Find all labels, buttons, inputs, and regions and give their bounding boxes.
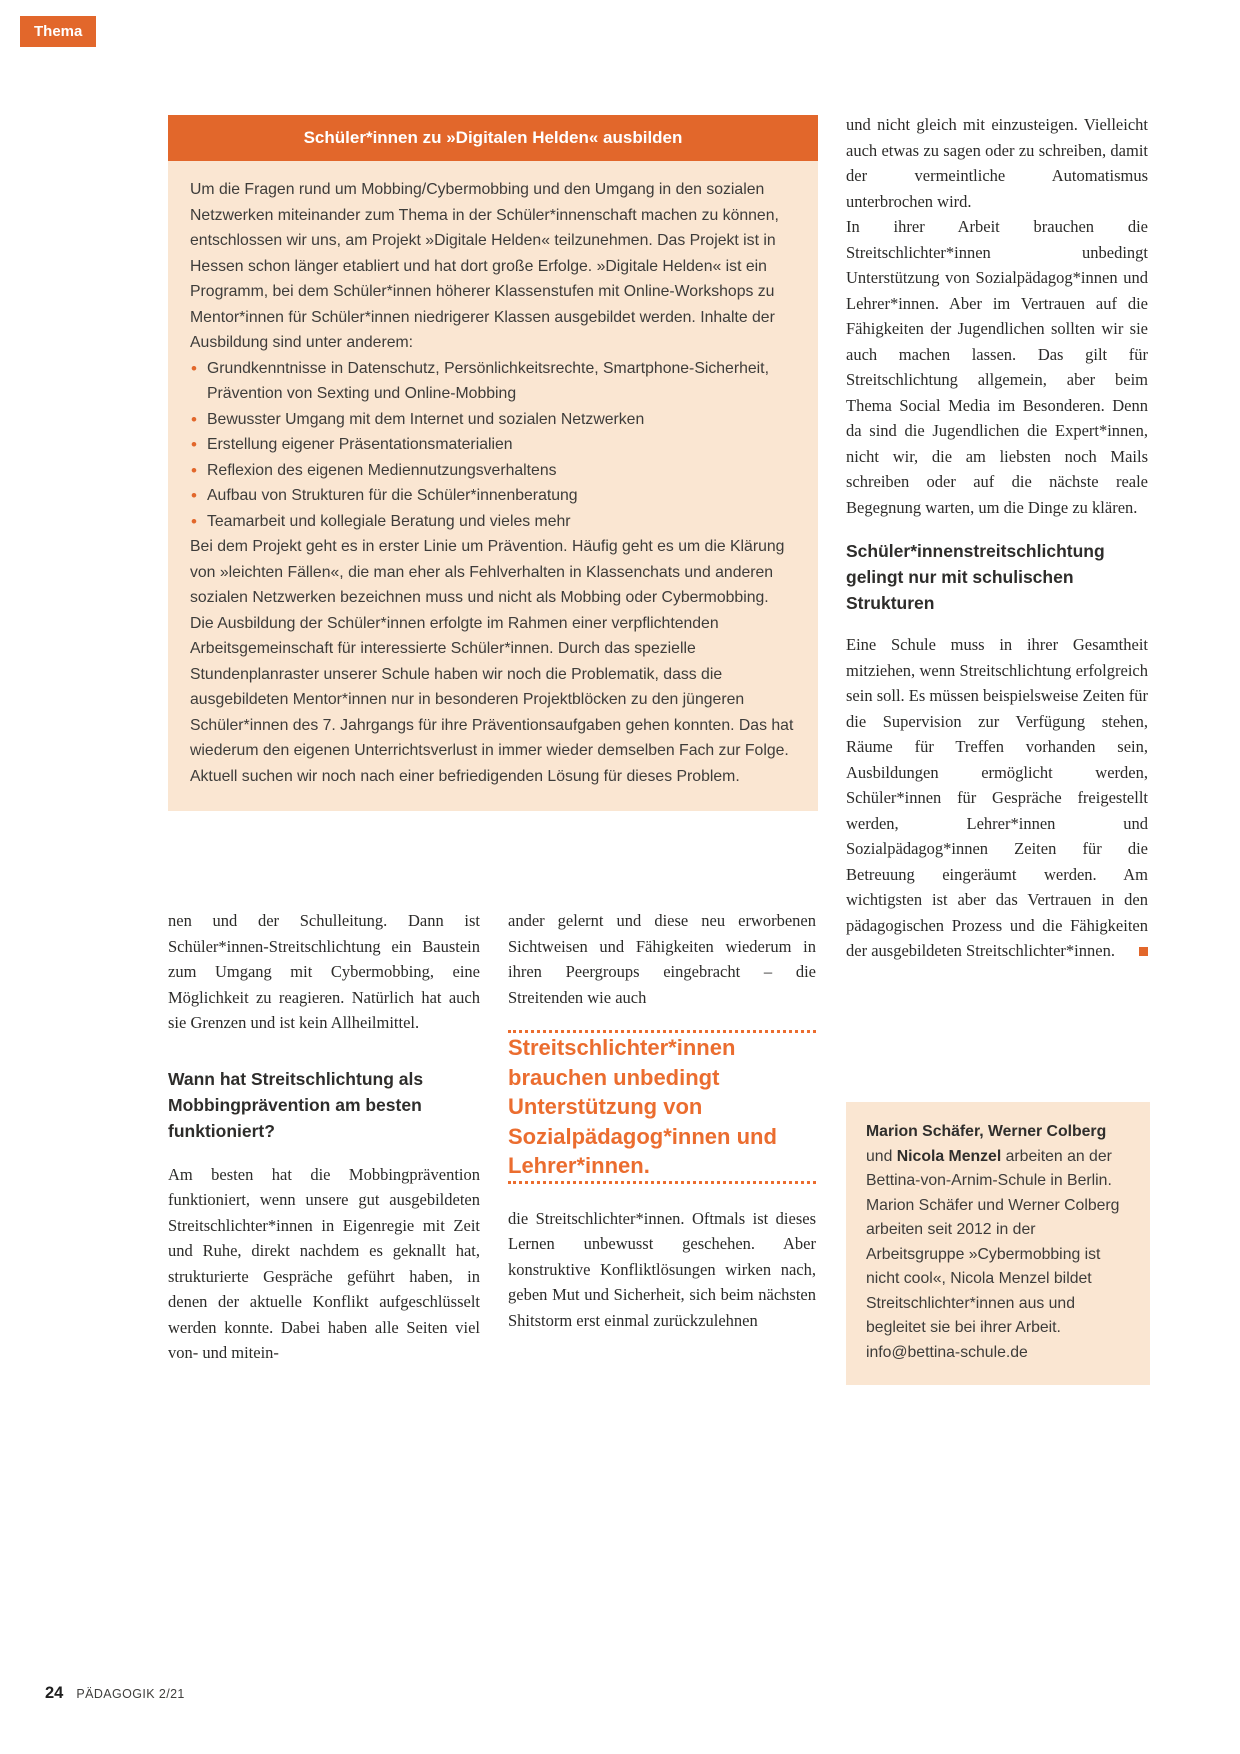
body-paragraph-text: Eine Schule muss in ihrer Gesamtheit mitziehen, wenn Streitschlichtung erfolgreich sein soll. Es müssen beispielsweise Zeiten für die Supervision zur Verfügung stehen, Räume für Treffen vorhanden sein, Ausbildungen ermöglicht werden, Schüler*innen für Gespräche freigestellt werden, Lehrer*innen und Sozialpädagog*innen Zeiten für die Betreuung eingeräumt werden. Am wichtigsten ist aber das Vertrauen in den pädagogischen Prozess und die Fähigkeiten der ausgebildeten Streitschlichter*innen. (846, 635, 1148, 960)
body-paragraph: In ihrer Arbeit brauchen die Streitschlichter*innen unbedingt Unterstützung von Sozialpädagog*innen und Lehrer*innen. Aber im Vertrauen auf die Fähigkeiten der Jugendlichen sollten wir sie auch machen lassen. Das gilt für Streitschlichtung allgemein, aber beim Thema Social Media im Besonderen. Denn da sind die Jugendlichen die Expert*innen, nicht wir, die am liebsten noch Mails schreiben oder auf die nächste reale Begegnung warten, um die Dinge zu klären. (846, 217, 1148, 517)
list-item: • Aufbau von Strukturen für die Schüler*innenberatung (190, 483, 796, 509)
infobox-paragraph: Bei dem Projekt geht es in erster Linie um Prävention. Häufig geht es um die Klärung von »leichten Fällen«, die man eher als Fehlverhalten in Klassenchats und anderen sozialen Netzwerken bezeichnen muss und nicht als Mobbing oder Cybermobbing. (190, 538, 785, 606)
body-paragraph (846, 632, 1148, 964)
author-names: Nicola Menzel (896, 1147, 1002, 1165)
infobox-bullet-list (190, 356, 796, 535)
page-footer (45, 1684, 185, 1703)
infobox-body (168, 161, 818, 811)
list-item: • Teamarbeit und kollegiale Beratung und vieles mehr (190, 509, 796, 535)
list-item: • Bewusster Umgang mit dem Internet und sozialen Netzwerken (190, 407, 796, 433)
thema-tab: Thema (20, 16, 96, 47)
author-email: info@bettina-schule.de (866, 1343, 1028, 1361)
infobox-paragraph: Die Ausbildung der Schüler*innen erfolgte im Rahmen einer verpflichtenden Arbeitsgemeinschaft für interessierte Schüler*innen. Durch das spezielle Stundenplanraster unserer Schule haben wir noch die Problematik, dass die ausgebildeten Mentor*innen nur in besonderen Projektblöcken zu den jüngeren Schüler*innen des 7. Jahrgangs für ihre Präventionsaufgaben gehen konnten. Das hat wiederum den eigenen Unterrichtsverlust in immer wieder demselben Fach zur Folge. Aktuell suchen wir noch nach einer befriedigenden Lösung für dieses Problem. (190, 614, 794, 785)
pull-quote-text: Streitschlichter*innen brauchen unbedingt Unterstützung von Sozialpädagog*innen und Lehrer*innen. (508, 1035, 777, 1178)
pull-quote-block (508, 1030, 816, 1184)
body-paragraph: ander gelernt und diese neu erworbenen Sichtweisen und Fähigkeiten wiederum in ihren Peergroups eingebracht – die Streitenden wie auch (508, 911, 816, 1007)
section-heading-strukturen: Schüler*innenstreitschlichtung gelingt nur mit schulischen Strukturen (846, 541, 1105, 613)
infobox-intro: Um die Fragen rund um Mobbing/Cybermobbing und den Umgang in den sozialen Netzwerken miteinander zum Thema in der Schüler*innenschaft machen zu können, entschlossen wir uns, am Projekt »Digitale Helden« teilzunehmen. Das Projekt ist in Hessen schon länger etabliert und hat dort große Erfolge. »Digitale Helden« ist ein Programm, bei dem Schüler*innen höherer Klassenstufen mit Online-Workshops zu Mentor*innen für Schüler*innen niedrigerer Klassen ausgebildet werden. Inhalte der Ausbildung sind unter anderem: (190, 181, 779, 351)
list-item: • Grundkenntnisse in Datenschutz, Persönlichkeitsrechte, Smartphone-Sicherheit, Prävention von Sexting und Online-Mobbing (190, 356, 796, 407)
body-paragraph: Am besten hat die Mobbingprävention funktioniert, wenn unsere gut ausgebildeten Streitschlichter*innen in Eigenregie mit Zeit und Ruhe, direkt nachdem es geknallt hat, strukturierte Gespräche geführt haben, in denen der aktuelle Konflikt aufgeschlüsselt werden konnte. Dabei haben alle Seiten viel von- und mitein- (168, 1164, 480, 1362)
body-column-right (846, 112, 1148, 964)
author-info-box (846, 1102, 1150, 1385)
page-number: 24 (45, 1684, 64, 1702)
body-column-left (168, 908, 480, 1366)
author-names: Marion Schäfer, Werner Colberg (866, 1123, 1107, 1140)
body-paragraph: nen und der Schulleitung. Dann ist Schüler*innen-Streitschlichtung ein Baustein zum Umgang mit Cybermobbing, eine Möglichkeit zu reagieren. Natürlich hat auch sie Grenzen und ist kein Allheilmittel. (168, 911, 480, 1032)
end-of-article-marker (1139, 947, 1148, 956)
list-item: • Erstellung eigener Präsentationsmaterialien (190, 432, 796, 458)
dotted-rule-bottom (508, 1181, 816, 1184)
list-item: • Reflexion des eigenen Mediennutzungsverhaltens (190, 458, 796, 484)
section-heading-mobbingpraevention: Wann hat Streitschlichtung als Mobbingprävention am besten funktioniert? (168, 1068, 424, 1141)
author-description: Marion Schäfer, Werner Colberg und Nicola Menzel arbeiten an der Bettina-von-Arnim-Schule in Berlin. Marion Schäfer und Werner Colberg arbeiten seit 2012 in der Arbeitsgruppe »Cybermobbing ist nicht cool«, Nicola Menzel bildet Streitschlichter*innen aus und begleitet sie bei ihrer Arbeit. (866, 1123, 1120, 1336)
infobox-digitale-helden (168, 115, 818, 811)
body-paragraph: die Streitschlichter*innen. Oftmals ist dieses Lernen unbewusst geschehen. Aber konstruktive Konfliktlösungen wirken nach, geben Mut und Sicherheit, sich beim nächsten Shitstorm erst einmal zurückzulehnen (508, 1208, 816, 1330)
journal-title: PÄDAGOGIK 2/21 (76, 1687, 185, 1701)
body-paragraph: und nicht gleich mit einzusteigen. Vielleicht auch etwas zu sagen oder zu schreiben, damit der vermeintliche Automatismus unterbrochen wird. (846, 115, 1148, 211)
body-column-middle (508, 908, 816, 1333)
infobox-title: Schüler*innen zu »Digitalen Helden« ausbilden (168, 115, 818, 161)
